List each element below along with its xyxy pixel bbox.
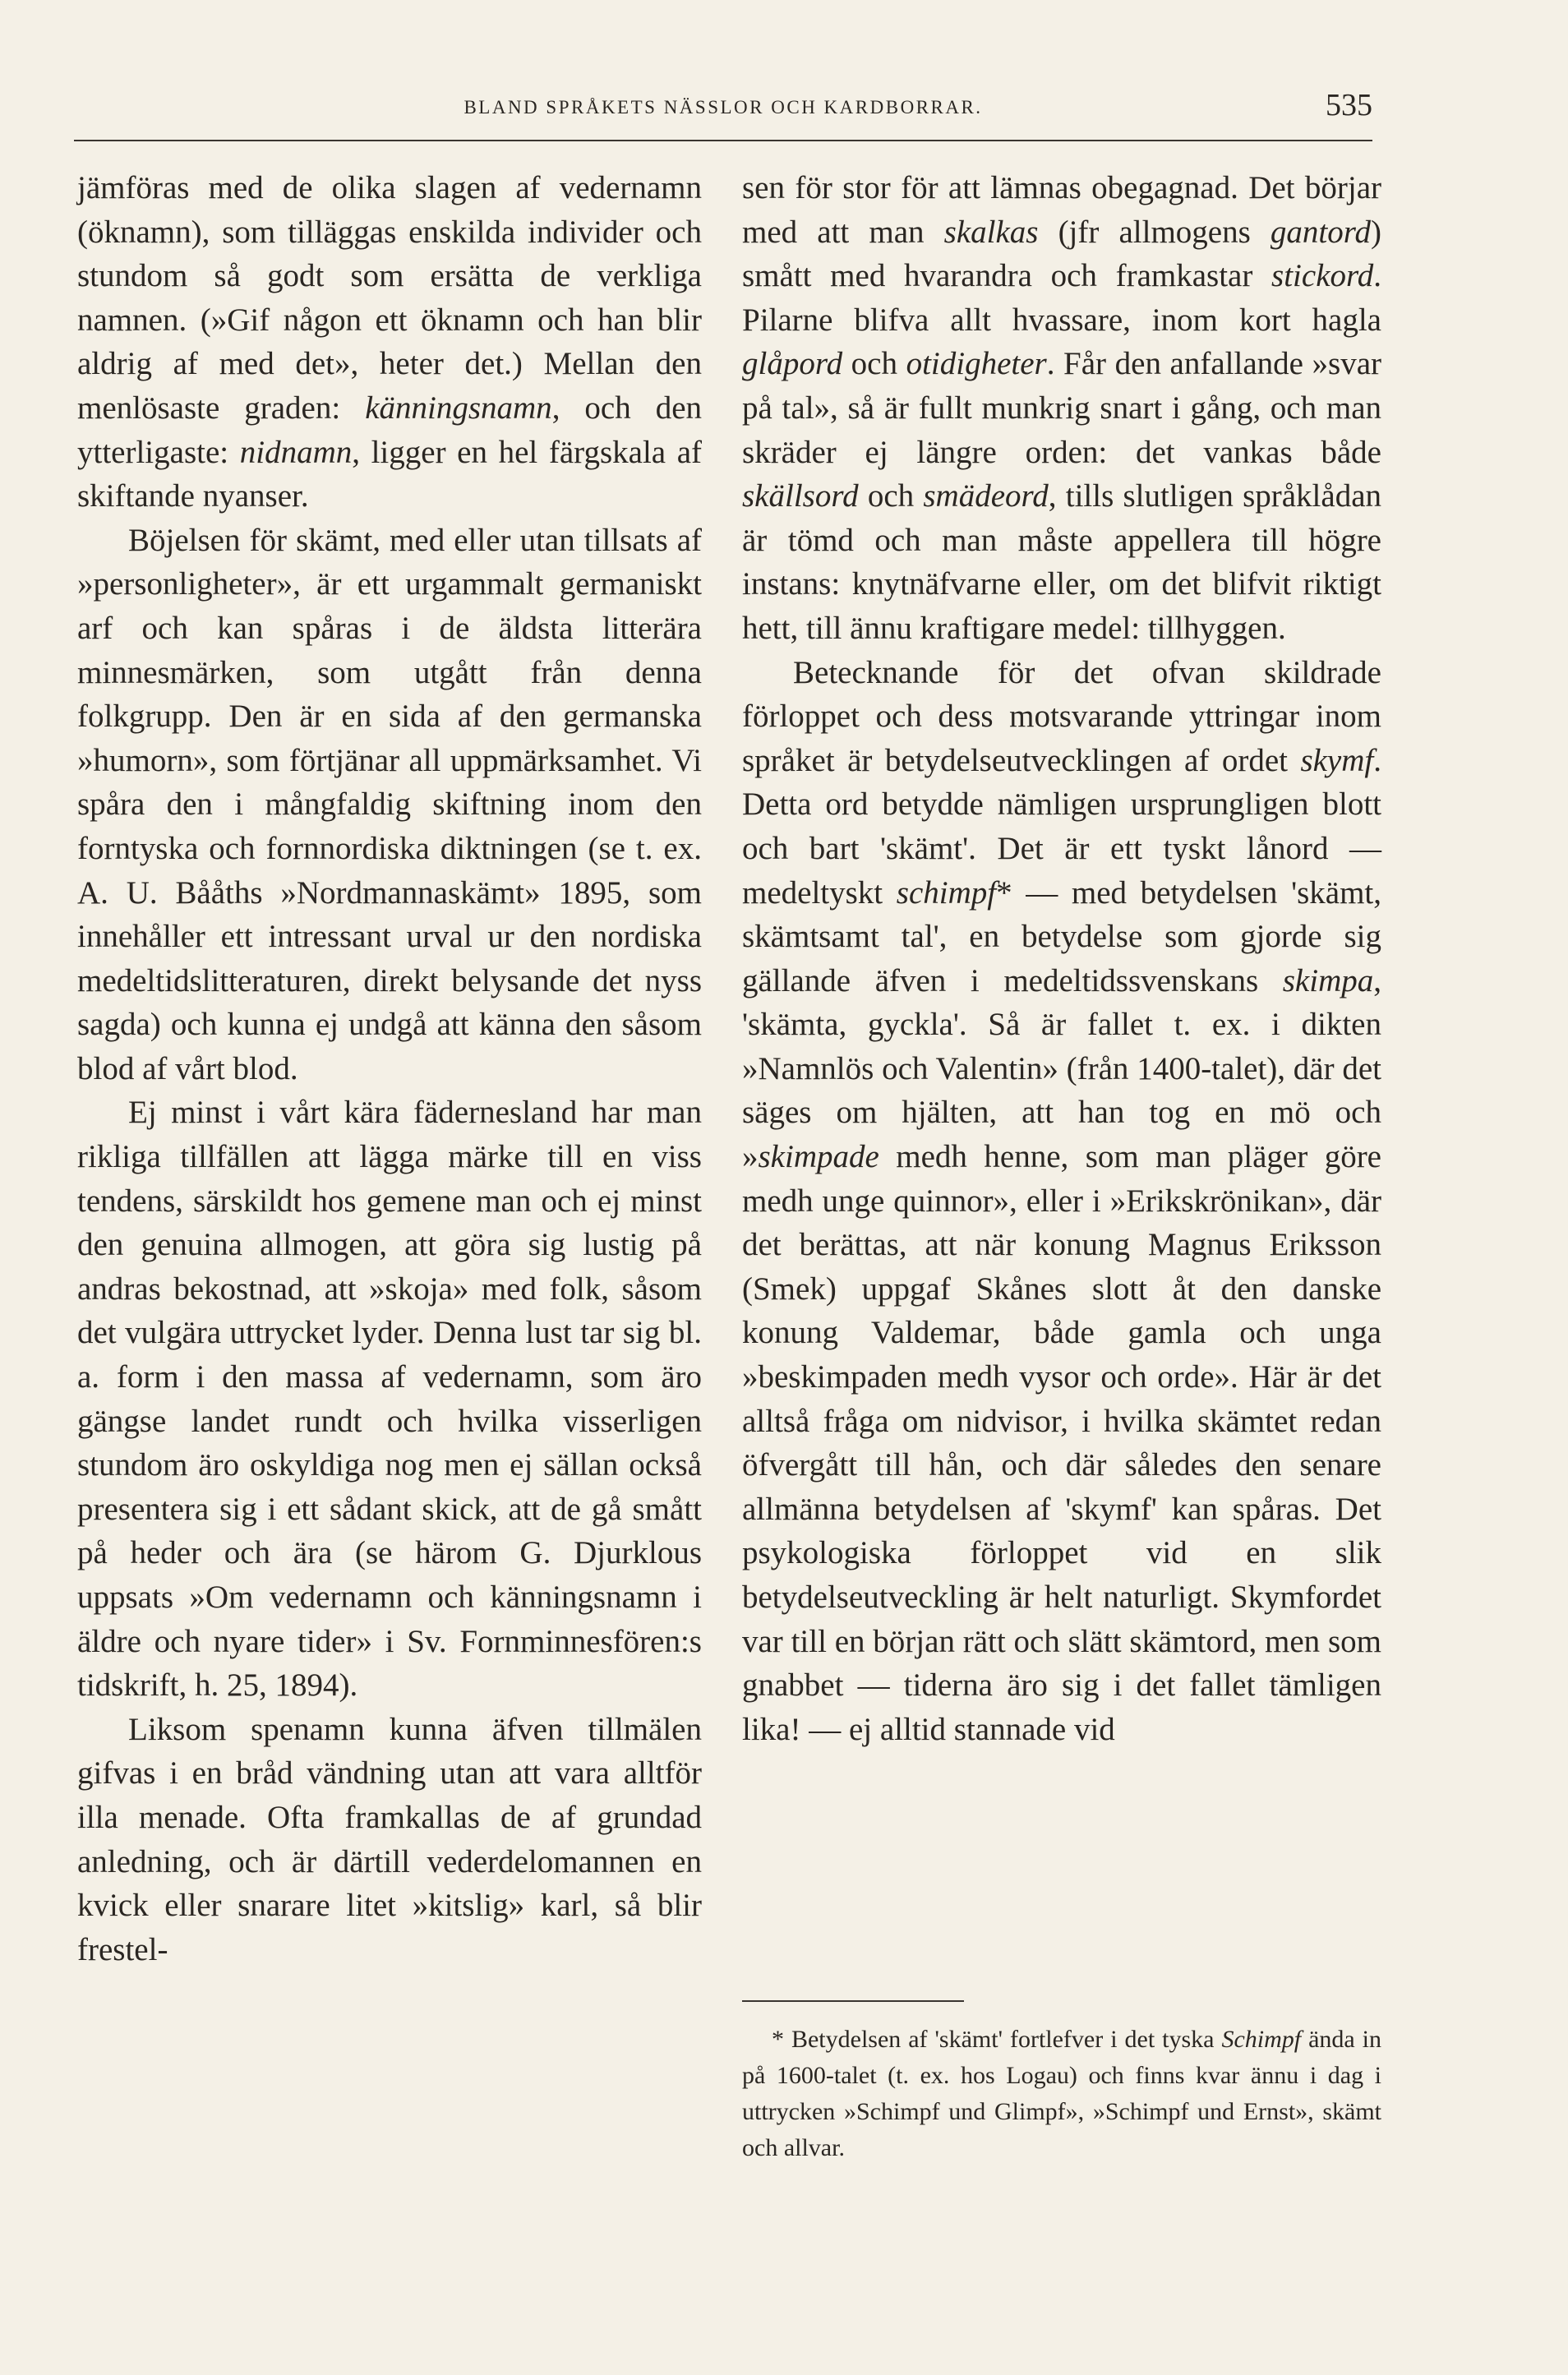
- italic-term: nidnamn: [239, 434, 353, 470]
- text-run: ) smått med hvarandra och framkastar: [742, 214, 1381, 294]
- text-run: * — med betydelsen 'skämt, skämtsamt tal', en betydelse som gjorde sig gällande äfven i medeltidssvenskans: [742, 874, 1382, 998]
- text-run: , 'skämta, gyckla'. Så är fallet t. ex. i dikten »Namnlös och Valentin» (från 1400-talet), där det säges om hjälten, att han tog en mö och »: [742, 962, 1381, 1175]
- text-run: . Får den anfallande »svar på tal», så är fullt munkrig snart i gång, och man skräder ej längre orden: det vankas både: [742, 346, 1382, 470]
- text-run: Böjelsen för skämt, med eller utan tillsats af »personligheter», är ett urgammalt germaniskt arf och kan spåras i de äldsta litterära minnesmärken, som utgått från denna folkgrupp. Den är en sida af den germanska »humorn», som förtjänar all uppmärksamhet. Vi spåra den i mångfaldig skiftning inom den forntyska och fornnordiska diktningen (se t. ex. A. U. Bååths »Nordmannaskämt» 1895, som innehåller ett intressant urval ur den nordiska medeltidslitteraturen, direkt belysande det nyss sagda) och kunna ej undgå att känna den såsom blod af vårt blod.: [77, 522, 702, 1086]
- text-run: och: [842, 346, 906, 382]
- italic-term: skimpa: [1282, 962, 1374, 998]
- text-run: sen för stor för att lämnas obegagnad. Det börjar med att man: [742, 170, 1381, 250]
- italic-term: otidigheter: [906, 346, 1047, 382]
- text-run: jämföras med de olika slagen af vedernamn (öknamn), som tilläggas enskilda individer och stundom så godt som ersätta de verkliga namnen. (»Gif någon ett öknamn och han blir aldrig af med det», heter det.) Mellan den menlösaste graden:: [77, 170, 702, 426]
- text-run: * Betydelsen af 'skämt' fortlefver i det tyska: [772, 2026, 1222, 2053]
- italic-term: smädeord: [923, 478, 1049, 514]
- italic-term: gantord: [1270, 214, 1371, 250]
- italic-term: känningsnamn: [365, 390, 552, 426]
- italic-term: skalkas: [943, 214, 1039, 250]
- footnote: [742, 2022, 1381, 2166]
- text-run: Liksom spenamn kunna äfven tillmälen gifvas i en bråd vändning utan att vara alltför illa menade. Ofta framkallas de af grundad anledning, och är därtill vederdelomannen en kvick eller snarare litet »kitslig» karl, så blir frestel-: [77, 1711, 702, 1967]
- paragraph: [742, 651, 1381, 1752]
- paragraph: [77, 1091, 702, 1707]
- text-run: (jfr allmogens: [1038, 214, 1271, 250]
- text-run: , och den ytterligaste:: [77, 390, 703, 470]
- text-run: , ligger en hel färgskala af skiftande nyanser.: [77, 434, 703, 514]
- paragraph: [77, 1708, 702, 1972]
- text-run: medh henne, som man pläger göre medh unge quinnor», eller i »Erikskrönikan», där det berättas, att när konung Magnus Eriksson (Smek) uppgaf Skånes slott åt den danske konung Valdemar, både gamla och unga »beskimpaden medh vysor och orde». Här är det alltså fråga om nidvisor, i hvilka skämtet redan öfvergått till hån, och där således den senare allmänna betydelsen af 'skymf' kan spåras. Det psykologiska förloppet vid en slik betydelseutveckling är helt naturligt. Skymfordet var till en början rätt och slätt skämtord, men som gnabbet — tiderna äro sig i det fallet tämligen lika! — ej alltid stannade vid: [742, 1139, 1381, 1747]
- italic-term: skällsord: [742, 478, 859, 514]
- italic-term: skimpade: [758, 1139, 879, 1175]
- text-run: och: [858, 478, 924, 514]
- header-rule: [74, 140, 1372, 141]
- italic-term: Schimpf: [1221, 2026, 1302, 2053]
- text-run: . Pilarne blifva allt hvassare, inom kort hagla: [742, 258, 1381, 338]
- italic-term: glåpord: [742, 346, 843, 382]
- paragraph: [77, 166, 702, 519]
- text-run: . Detta ord betydde nämligen ursprungligen blott och bart 'skämt'. Det är ett tyskt lånord — medeltyskt: [742, 742, 1381, 911]
- text-run: Betecknande för det ofvan skildrade förloppet och dess motsvarande yttringar inom språket är betydelseutvecklingen af ordet: [742, 654, 1381, 778]
- italic-term: stickord: [1271, 258, 1374, 294]
- italic-term: schimpf: [896, 874, 997, 911]
- running-title: BLAND SPRÅKETS NÄSSLOR OCH KARDBORRAR.: [463, 97, 983, 118]
- paragraph: [77, 519, 702, 1091]
- italic-term: skymf: [1300, 742, 1374, 778]
- page-header: [74, 88, 1372, 133]
- right-column: [742, 166, 1381, 1751]
- paragraph: [742, 166, 1381, 651]
- page-number: 535: [1326, 88, 1372, 122]
- text-run: , tills slutligen språklådan är tömd och man måste appellera till högre instans: knytnäfvarne eller, om det blifvit riktigt hett, till ännu kraftigare medel: tillhyggen.: [742, 478, 1382, 646]
- left-column: [77, 166, 702, 1971]
- footnote-rule: [742, 2000, 964, 2002]
- footnote-text: [742, 2022, 1381, 2166]
- text-run: ända in på 1600-talet (t. ex. hos Logau) och finns kvar ännu i dag i uttrycken »Schimpf und Glimpf», »Schimpf und Ernst», skämt och allvar.: [742, 2026, 1382, 2161]
- text-run: Ej minst i vårt kära fädernesland har man rikliga tillfällen att lägga märke till en viss tendens, särskildt hos gemene man och ej minst den genuina allmogen, att göra sig lustig på andras bekostnad, att »skoja» med folk, såsom det vulgära uttrycket lyder. Denna lust tar sig bl. a. form i den massa af vedernamn, som äro gängse landet rundt och hvilka visserligen stundom äro oskyldiga nog men ej sällan också presentera sig i ett sådant skick, att de gå smått på heder och ära (se härom G. Djurklous uppsats »Om vedernamn och känningsnamn i äldre och nyare tider» i Sv. Fornminnesfören:s tidskrift, h. 25, 1894).: [77, 1095, 702, 1704]
